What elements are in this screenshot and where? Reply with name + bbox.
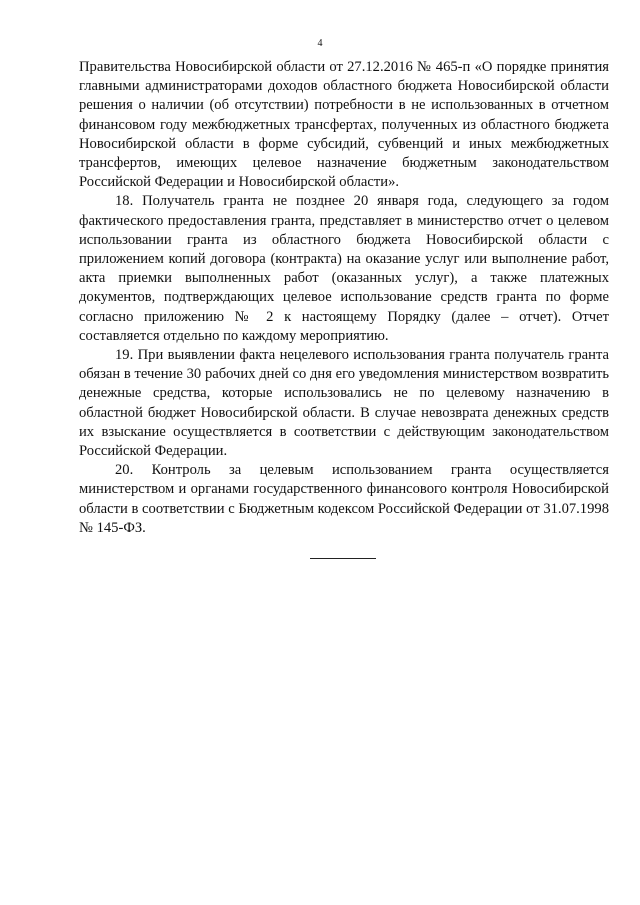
end-of-document-rule [310, 558, 376, 559]
paragraph-continuation: Правительства Новосибирской области от 27.12.2016 № 465-п «О порядке принятия главными администраторами доходов областного бюджета Новосибирской области решения о наличии (об отсутствии) потребности в не использованных в отчетном финансовом году межбюджетных трансфертах, полученных из областного бюджета Новосибирской области в форме субсидий, субвенций и иных межбюджетных трансфертов, имеющих целевое назначение бюджетным законодательством Российской Федерации и Новосибирской области». [79, 59, 609, 191]
paragraph-clause-18: 18. Получатель гранта не позднее 20 января года, следующего за годом фактического предоставления гранта, представляет в министерство отчет о целевом использовании гранта из областного бюджета Новосибирской области с приложением копий договора (контракта) на оказание услуг или выполнение работ, акта приемки выполненных работ (оказанных услуг), а также платежных документов, подтверждающих целевое использование средств гранта по форме согласно приложению № 2 к настоящему Порядку (далее – отчет). Отчет составляется отдельно по каждому мероприятию. [79, 193, 609, 344]
page-number: 4 [317, 38, 323, 49]
paragraph-clause-19: 19. При выявлении факта нецелевого использования гранта получатель гранта обязан в течение 30 рабочих дней со дня его уведомления министерством возвратить денежные средства, которые использовались не по целевому назначению в областной бюджет Новосибирской области. В случае невозврата денежных средств их взыскание осуществляется в соответствии с действующим законодательством Российской Федерации. [79, 347, 609, 460]
document-body [79, 58, 609, 538]
paragraph-clause-20: 20. Контроль за целевым использованием гранта осуществляется министерством и органами государственного финансового контроля Новосибирской области в соответствии с Бюджетным кодексом Российской Федерации от 31.07.1998 № 145-ФЗ. [79, 462, 609, 536]
